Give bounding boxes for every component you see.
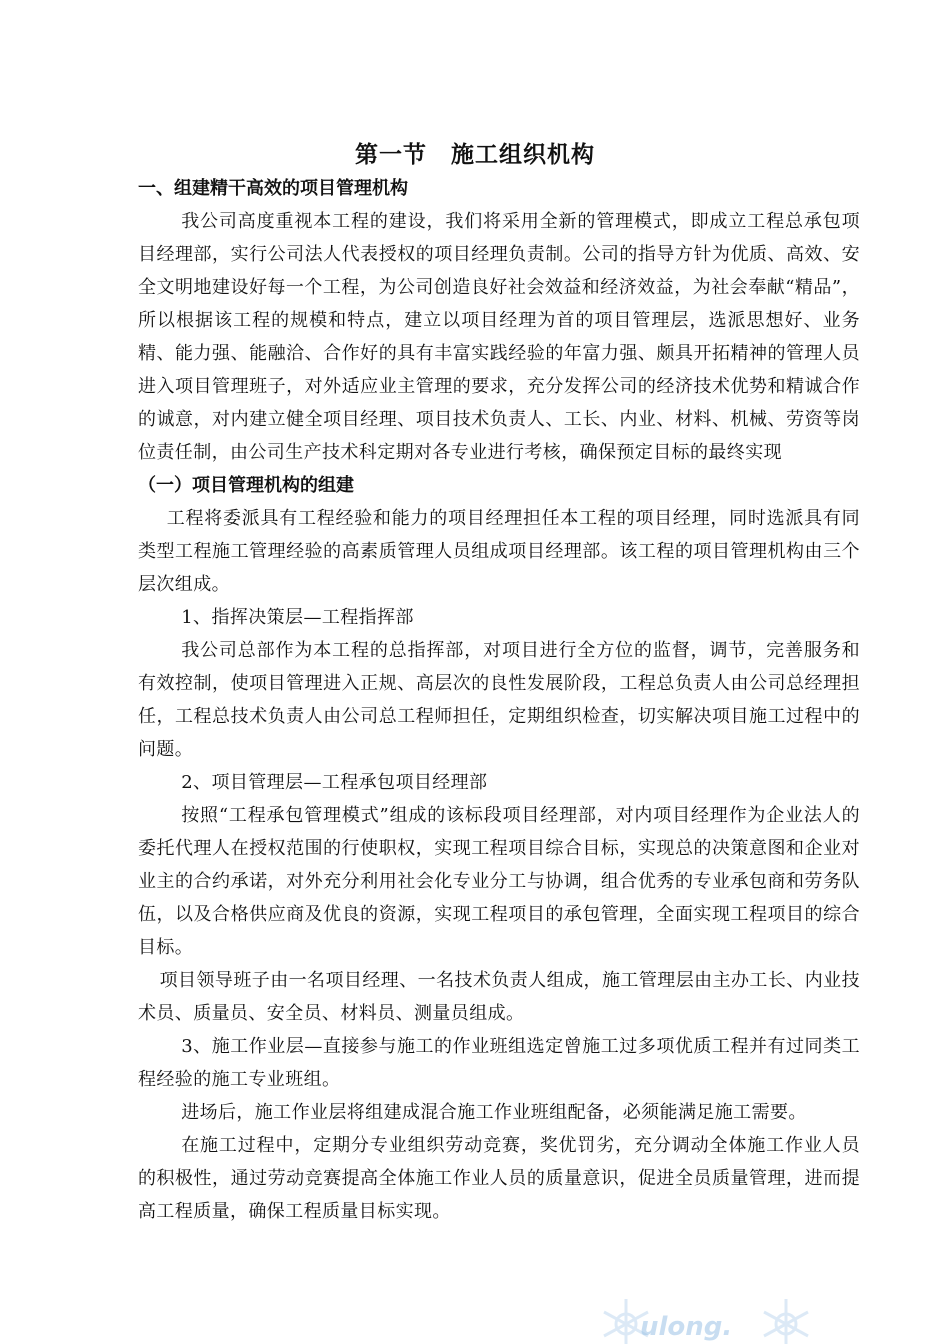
paragraph-8: 在施工过程中，定期分专业组织劳动竞赛，奖优罚劣，充分调动全体施工作业人员的积极性，通过劳动竞赛提高全体施工作业人员的质量意识，促进全员质量管理，进而提高工程质量，确保工程质量目标实现。 [138,1135,860,1222]
heading-2: （一）项目管理机构的组建 [138,475,354,496]
paragraph-5: 项目领导班子由一名项目经理、一名技术负责人组成，施工管理层由主办工长、内业技术员、质量员、安全员、材料员、测量员组成。 [138,970,860,1024]
paragraph-4: 按照“工程承包管理模式”组成的该标段项目经理部，对内项目经理作为企业法人的委托代理人在授权范围的行使职权，实现工程项目综合目标，实现总的决策意图和企业对业主的合约承诺，对外充分利用社会化专业分工与协调，组合优秀的专业承包商和劳务队伍，以及合格供应商及优良的资源，实现工程项目的承包管理，全面实现工程项目的综合目标。 [138,805,860,958]
list-item-1: 1、指挥决策层—工程指挥部 [181,607,414,628]
paragraph-3: 我公司总部作为本工程的总指挥部，对项目进行全方位的监督，调节，完善服务和有效控制，使项目管理进入正规、高层次的良性发展阶段，工程总负责人由公司总经理担任，工程总技术负责人由公司总工程师担任，定期组织检查，切实解决项目施工过程中的问题。 [138,640,860,760]
paragraph-1: 我公司高度重视本工程的建设，我们将采用全新的管理模式，即成立工程总承包项目经理部，实行公司法人代表授权的项目经理负责制。公司的指导方针为优质、高效、安全文明地建设好每一个工程，为公司创造良好社会效益和经济效益，为社会奉献“精品”，所以根据该工程的规模和特点，建立以项目经理为首的项目管理层，选派思想好、业务精、能力强、能融洽、合作好的具有丰富实践经验的年富力强、颇具开拓精神的管理人员进入项目管理班子，对外适应业主管理的要求，充分发挥公司的经济技术优势和精诚合作的诚意，对内建立健全项目经理、项目技术负责人、工长、内业、材料、机械、劳资等岗位责任制，由公司生产技术科定期对各专业进行考核，确保预定目标的最终实现 [138,211,860,463]
heading-1: 一、组建精干高效的项目管理机构 [138,178,408,199]
watermark-text: ulong. [640,1312,733,1342]
paragraph-7: 进场后，施工作业层将组建成混合施工作业班组配备，必须能满足施工需要。 [181,1102,807,1123]
section-title: 第一节 施工组织机构 [355,142,595,168]
paragraph-2: 工程将委派具有工程经验和能力的项目经理担任本工程的项目经理，同时选派具有同类型工程施工管理经验的高素质管理人员组成项目经理部。该工程的项目管理机构由三个层次组成。 [138,508,860,595]
list-item-2: 2、项目管理层—工程承包项目经理部 [181,772,488,793]
document-body [138,172,860,1228]
paragraph-6: 3、施工作业层—直接参与施工的作业班组选定曾施工过多项优质工程并有过同类工程经验的施工专业班组。 [138,1036,860,1090]
